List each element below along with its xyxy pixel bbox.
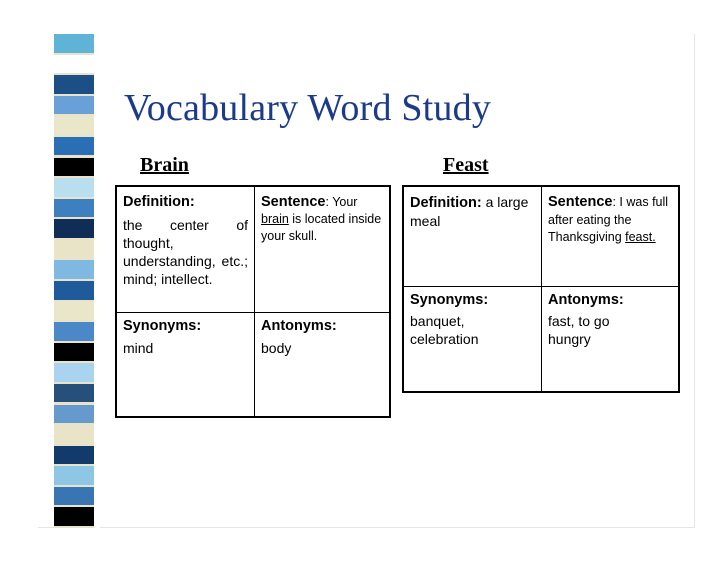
feast-sentence-cell: [542, 189, 678, 286]
feast-sentence-part-1: : I was full after eating the Thanksgiving: [548, 195, 669, 244]
brain-sentence-part-1: : Your: [325, 195, 358, 209]
strip-band: [54, 199, 94, 218]
strip-band: [54, 363, 94, 382]
feast-sentence-label: Sentence: [548, 194, 613, 210]
slide-edge-right: [694, 34, 695, 528]
feast-antonyms-value: fast, to go hungry: [548, 313, 610, 347]
word-heading-brain: Brain: [140, 154, 189, 176]
feast-table: [402, 185, 680, 393]
strip-band: [54, 116, 94, 135]
brain-synonyms-label: Synonyms:: [123, 318, 202, 334]
strip-band: [54, 487, 94, 506]
brain-table: [115, 185, 391, 418]
strip-band: [54, 55, 94, 74]
brain-definition-cell: [117, 189, 254, 313]
strip-band: [54, 96, 94, 115]
strip-band: [54, 240, 94, 259]
feast-definition-label: Definition:: [410, 195, 482, 211]
feast-synonyms-cell: [404, 287, 541, 391]
brain-sentence-line: [261, 193, 383, 244]
feast-sentence-line: [548, 193, 672, 245]
strip-band: [54, 425, 94, 444]
brain-antonyms-label: Antonyms:: [261, 318, 337, 334]
brain-sentence-word: brain: [261, 212, 289, 226]
feast-antonyms-label: Antonyms:: [548, 292, 624, 308]
slide-title: Vocabulary Word Study: [124, 87, 492, 129]
feast-definition-text: a large meal: [410, 194, 529, 229]
word-heading-feast: Feast: [443, 154, 489, 176]
feast-sentence-word: feast.: [625, 230, 656, 244]
strip-band: [54, 137, 94, 156]
strip-band: [54, 384, 94, 403]
strip-band: [54, 405, 94, 424]
brain-definition-text: the center of thought, understanding, etc.; mind; intellect.: [123, 217, 248, 287]
strip-band: [54, 158, 94, 177]
brain-sentence-part-2: is located inside your skull.: [261, 212, 382, 243]
slide-edge-bottom: [38, 527, 695, 528]
decorative-strip: [54, 34, 94, 528]
brain-antonyms-value: body: [261, 340, 292, 356]
brain-synonyms-cell: [117, 313, 254, 416]
brain-sentence-label: Sentence: [261, 194, 326, 210]
brain-definition-label: Definition:: [123, 194, 195, 210]
feast-antonyms-cell: [542, 287, 678, 391]
strip-band: [54, 302, 94, 321]
brain-antonyms-cell: [255, 313, 389, 416]
feast-definition-line: [410, 193, 535, 230]
brain-sentence-cell: [255, 189, 389, 313]
strip-band: [54, 34, 94, 53]
strip-band: [54, 343, 94, 362]
feast-definition-cell: [404, 189, 541, 286]
brain-synonyms-value: mind: [123, 340, 154, 356]
feast-synonyms-label: Synonyms:: [410, 292, 489, 308]
strip-gap: [94, 34, 100, 528]
strip-band: [54, 322, 94, 341]
strip-band: [54, 75, 94, 94]
feast-synonyms-value: banquet, celebration: [410, 313, 479, 347]
strip-band: [54, 507, 94, 526]
strip-band: [54, 178, 94, 197]
strip-band: [54, 446, 94, 465]
strip-band: [54, 219, 94, 238]
strip-band: [54, 281, 94, 300]
strip-band: [54, 466, 94, 485]
strip-band: [54, 260, 94, 279]
